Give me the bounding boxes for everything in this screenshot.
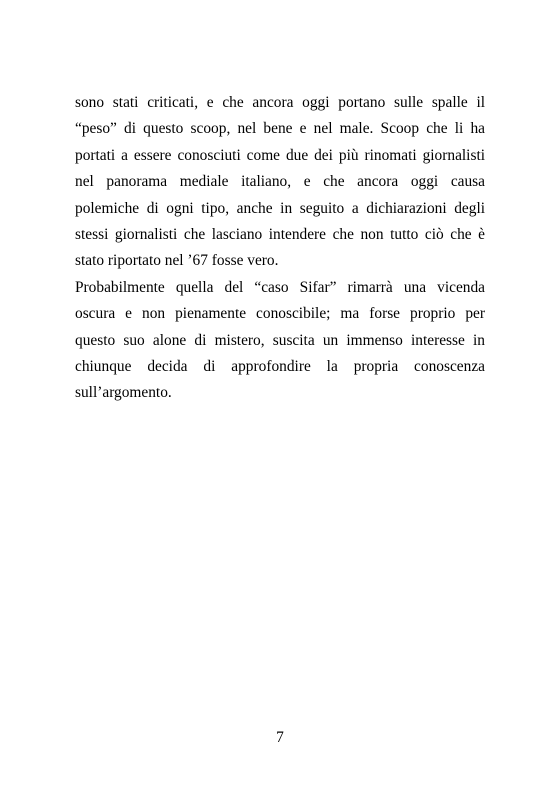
- text-line: sull’argomento.: [75, 384, 172, 402]
- text-line: questo suo alone di mistero, suscita un immenso interesse in: [75, 331, 485, 349]
- text-line: “peso” di questo scoop, nel bene e nel male. Scoop che li ha: [75, 120, 485, 138]
- body-text: [75, 93, 485, 410]
- text-line: polemiche di ogni tipo, anche in seguito a dichiarazioni degli: [75, 199, 485, 217]
- text-line: oscura e non pienamente conoscibile; ma forse proprio per: [75, 305, 485, 323]
- text-line: nel panorama mediale italiano, e che ancora oggi causa: [75, 173, 485, 191]
- text-line: chiunque decida di approfondire la propria conoscenza: [75, 357, 485, 375]
- paragraph-1: [75, 93, 485, 278]
- text-line: stato riportato nel ’67 fosse vero.: [75, 252, 279, 270]
- text-line: sono stati criticati, e che ancora oggi portano sulle spalle il: [75, 94, 485, 111]
- page-number: 7: [276, 729, 284, 746]
- text-line: Probabilmente quella del “caso Sifar” rimarrà una vicenda: [75, 278, 485, 296]
- text-line: stessi giornalisti che lasciano intendere che non tutto ciò che è: [75, 225, 485, 243]
- paragraph-2: [75, 278, 485, 410]
- text-line: portati a essere conosciuti come due dei più rinomati giornalisti: [75, 146, 485, 164]
